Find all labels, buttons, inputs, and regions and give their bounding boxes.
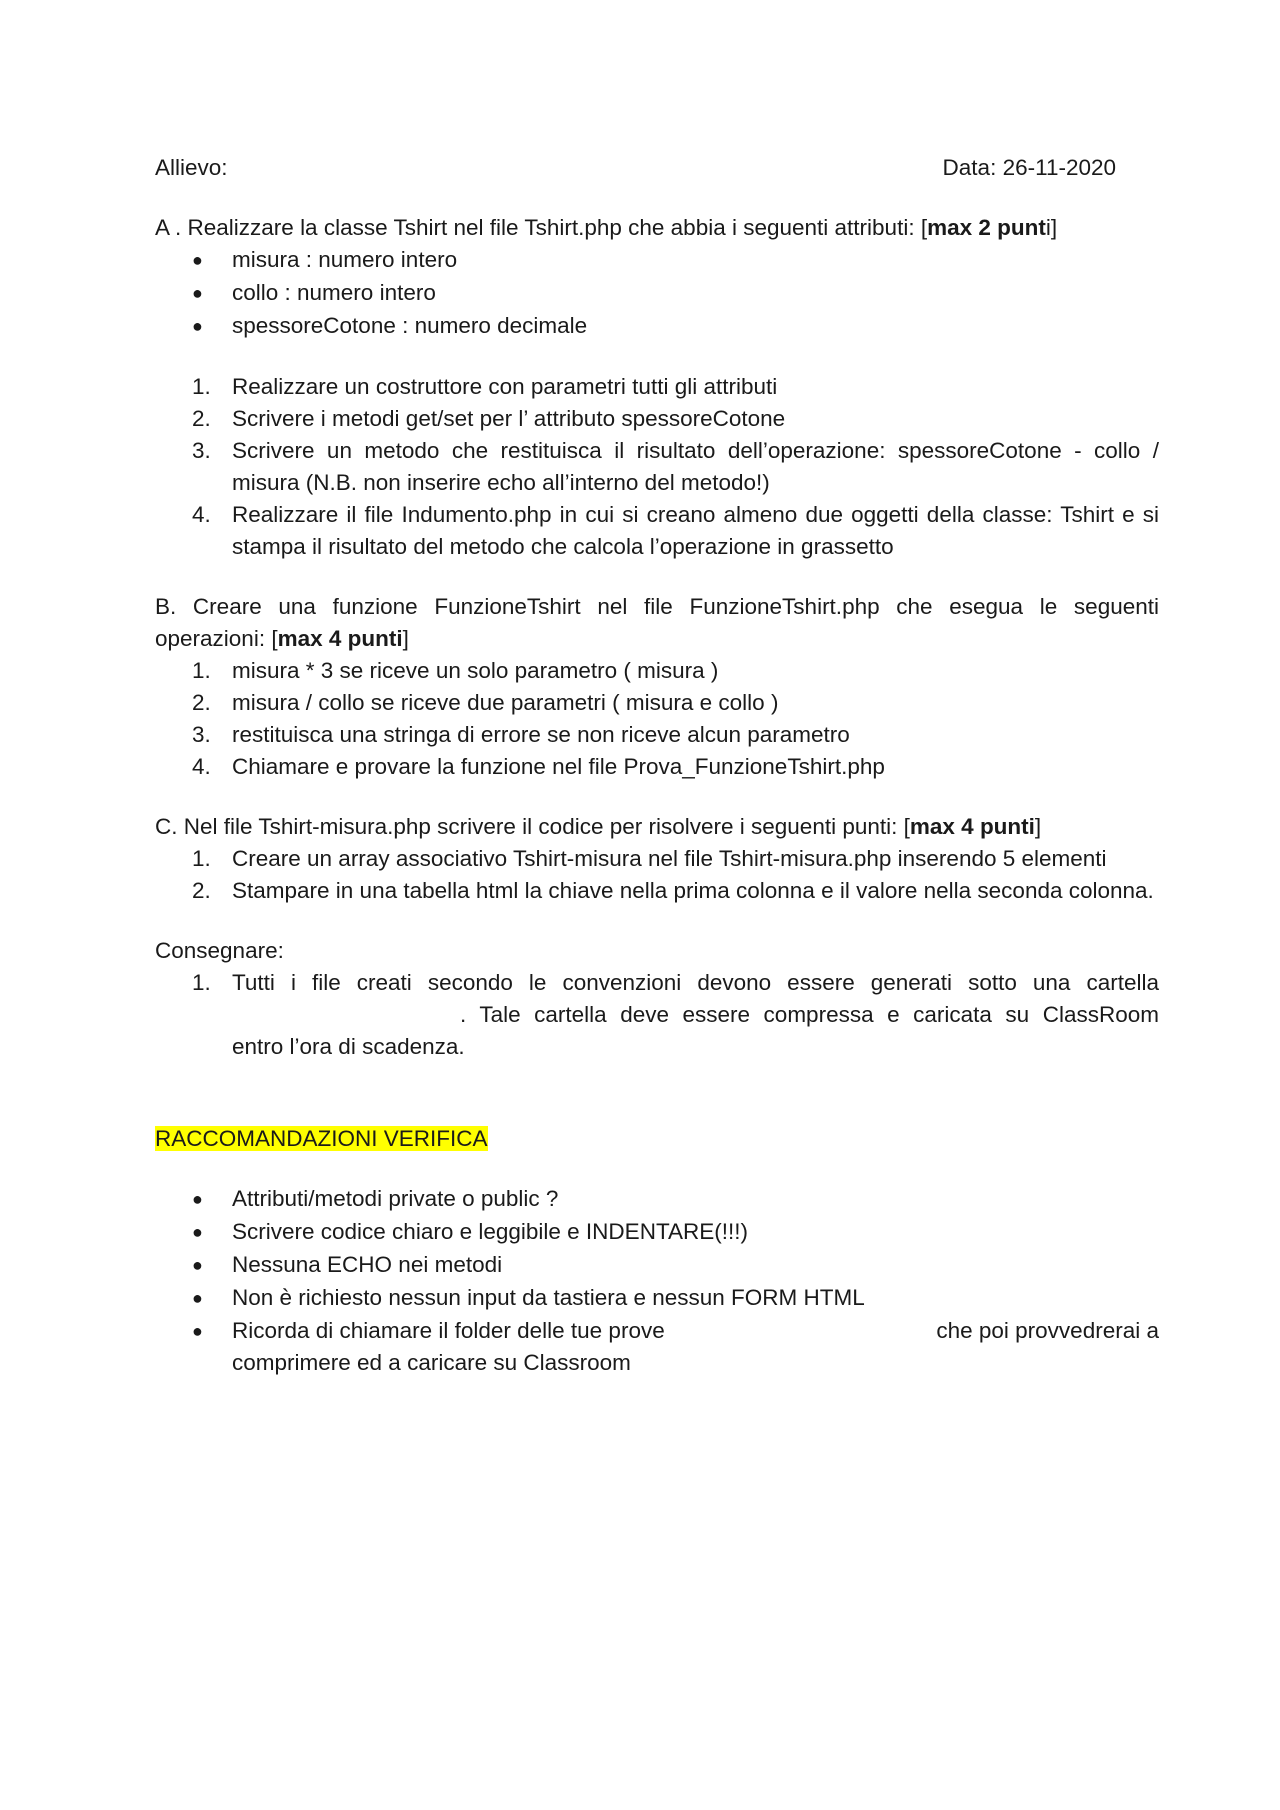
spacer xyxy=(155,783,1159,811)
recommendations-title: RACCOMANDAZIONI VERIFICA xyxy=(155,1126,488,1151)
bullet-icon: ● xyxy=(192,1189,203,1209)
section-b-intro: B. Creare una funzione FunzioneTshirt nel file FunzioneTshirt.php che esegua le seguenti operazioni: [max 4 punti] xyxy=(155,594,1159,651)
list-item: 1. misura * 3 se riceve un solo parametro ( misura ) xyxy=(192,658,719,683)
bullet-icon: ● xyxy=(192,1222,203,1242)
list-item: ● Scrivere codice chiaro e leggibile e INDENTARE(!!!) xyxy=(155,1216,1159,1249)
spacer xyxy=(155,343,1159,371)
list-item: 3. restituisca una stringa di errore se non riceve alcun parametro xyxy=(192,722,850,747)
spacer xyxy=(155,907,1159,935)
bullet-icon: ● xyxy=(192,1255,203,1275)
list-item: ● Ricorda di chiamare il folder delle tue prove che poi provvedrerai a comprimere ed a caricare su Classroom xyxy=(155,1315,1159,1379)
list-item: ● collo : numero intero xyxy=(155,277,1159,310)
list-item: ● Non è richiesto nessun input da tastiera e nessun FORM HTML xyxy=(155,1282,1159,1315)
student-label: Allievo: xyxy=(155,155,228,180)
recommendations-list xyxy=(155,1183,1159,1379)
list-item: 4. Realizzare il file Indumento.php in cui si creano almeno due oggetti della classe: Tshirt e si stampa il risultato del metodo che calcola l’operazione in grassetto xyxy=(192,502,1159,559)
list-item: 1. Realizzare un costruttore con parametri tutti gli attributi xyxy=(192,374,778,399)
list-item: 2. misura / collo se riceve due parametri ( misura e collo ) xyxy=(192,690,779,715)
document-page xyxy=(155,152,1159,1379)
bullet-icon: ● xyxy=(192,283,203,303)
spacer xyxy=(155,1063,1159,1123)
section-a-intro: A . Realizzare la classe Tshirt nel file Tshirt.php che abbia i seguenti attributi: [max 2 punti] xyxy=(155,215,1058,240)
list-item: ● spessoreCotone : numero decimale xyxy=(155,310,1159,343)
section-a-attributes xyxy=(155,244,1159,343)
list-item: 2. Scrivere i metodi get/set per l’ attributo spessoreCotone xyxy=(192,406,786,431)
spacer xyxy=(155,563,1159,591)
list-item: 3. Scrivere un metodo che restituisca il risultato dell’operazione: spessoreCotone - collo / misura (N.B. non inserire echo all’interno del metodo!) xyxy=(192,438,1159,495)
list-item: 1. Tutti i file creati secondo le convenzioni devono essere generati sotto una cartella . Tale cartella deve essere compressa e caricata su ClassRoom entro l’ora di scadenza. xyxy=(192,970,1159,1059)
list-item: 4. Chiamare e provare la funzione nel file Prova_FunzioneTshirt.php xyxy=(192,754,885,779)
section-c-intro: C. Nel file Tshirt-misura.php scrivere il codice per risolvere i seguenti punti: [max 4 punti] xyxy=(155,814,1042,839)
section-a-steps xyxy=(155,371,1159,563)
spacer xyxy=(155,1155,1159,1183)
list-item: ● Attributi/metodi private o public ? xyxy=(155,1183,1159,1216)
delivery-title: Consegnare: xyxy=(155,938,284,963)
list-item: ● Nessuna ECHO nei metodi xyxy=(155,1249,1159,1282)
section-b-steps xyxy=(155,655,1159,783)
bullet-icon: ● xyxy=(192,250,203,270)
bullet-icon: ● xyxy=(192,1321,203,1341)
list-item: 2. Stampare in una tabella html la chiave nella prima colonna e il valore nella seconda colonna. xyxy=(192,878,1154,903)
date-label: Data: 26-11-2020 xyxy=(942,155,1116,180)
bullet-icon: ● xyxy=(192,316,203,336)
bullet-icon: ● xyxy=(192,1288,203,1308)
section-c-steps xyxy=(155,843,1159,907)
header xyxy=(155,152,1116,184)
delivery-steps xyxy=(155,967,1159,1063)
spacer xyxy=(155,184,1159,212)
list-item: 1. Creare un array associativo Tshirt-misura nel file Tshirt-misura.php inserendo 5 elementi xyxy=(192,846,1107,871)
list-item: ● misura : numero intero xyxy=(155,244,1159,277)
